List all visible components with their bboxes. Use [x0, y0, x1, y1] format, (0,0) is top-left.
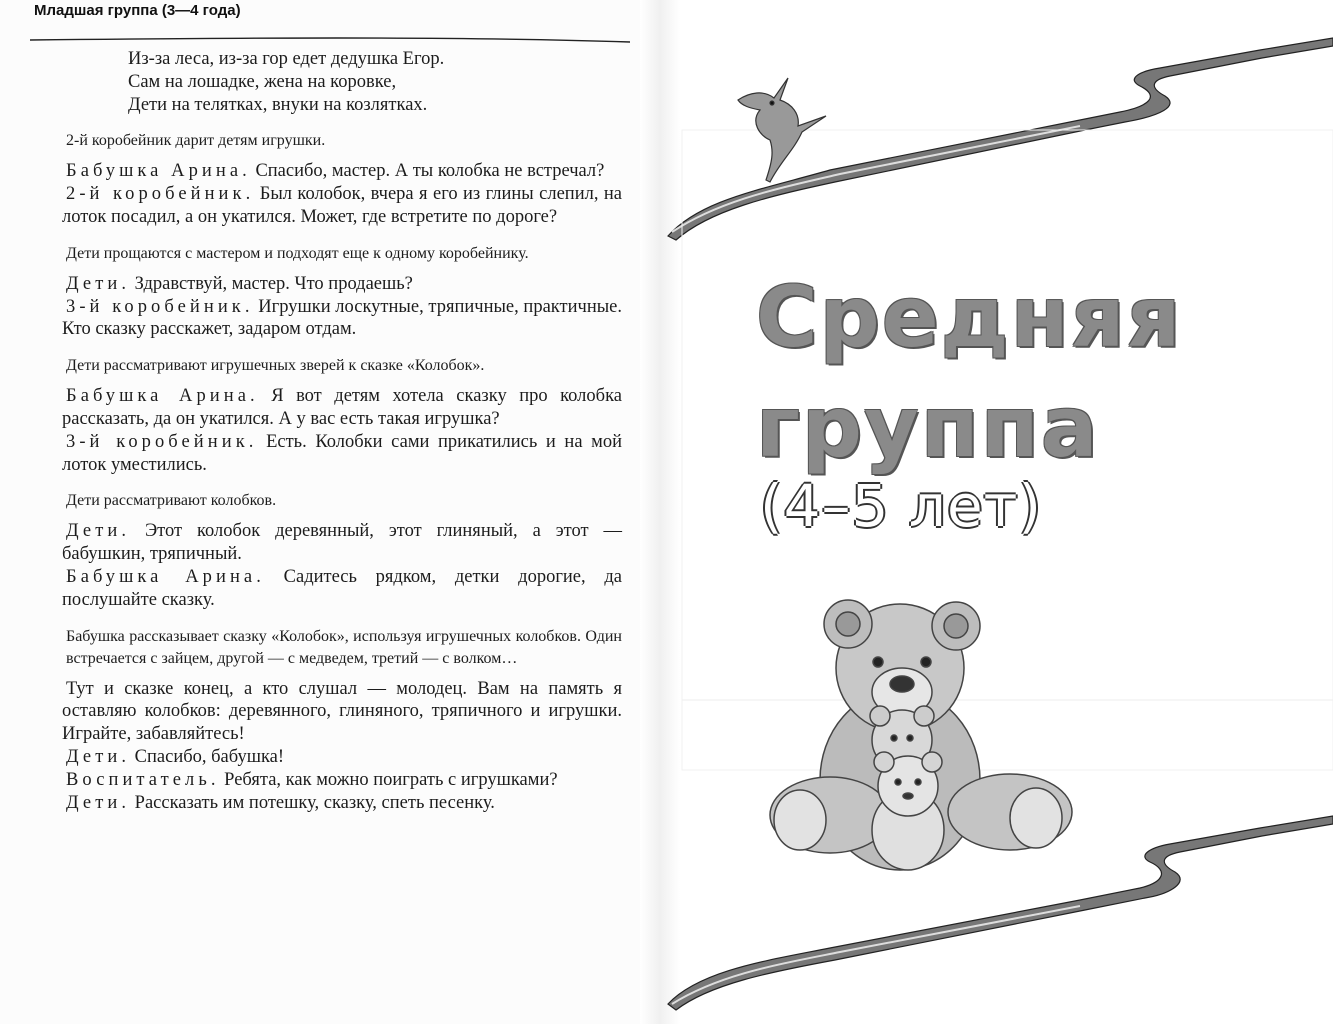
- verse-line: Из-за леса, из-за гор едет дедушка Егор.: [128, 49, 445, 69]
- speaker-name: Бабушка Арина.: [66, 566, 265, 587]
- dialogue-text: Был колобок, вчера я его из глины слепил, на лоток посадил, а он укатился. Может, где встретите по дороге?: [62, 184, 622, 227]
- stage-direction: Бабушка рассказывает сказку «Колобок», используя игрушечных колобков. Один встречается с зайцем, другой — с медведем, третий — с волком…: [66, 627, 622, 667]
- verse-line: Дети на телятках, внуки на козлятках.: [128, 94, 428, 115]
- speaker-name: Бабушка Арина.: [66, 161, 251, 182]
- dialogue-text: Спасибо, мастер. А ты колобка не встречал?: [250, 161, 605, 182]
- dialogue-text: Я вот детям хотела сказку про колобка рассказать, да он укатился. А у вас есть такая игрушка?: [62, 386, 622, 429]
- verse-line: Сам на лошадке, жена на коровке,: [128, 71, 397, 92]
- section-title: [756, 262, 1276, 482]
- dialogue-text: Спасибо, бабушка!: [130, 746, 285, 767]
- speaker-name: 3-й коробейник.: [66, 431, 258, 452]
- dialogue-text: Садитесь рядком, детки дорогие, да послушайте сказку.: [62, 566, 622, 610]
- stage-direction: 2-й коробейник дарит детям игрушки.: [66, 132, 326, 150]
- speaker-name: 2-й коробейник.: [66, 184, 255, 205]
- speaker-name: Дети.: [66, 521, 131, 542]
- speaker-name: Воспитатель.: [66, 769, 220, 790]
- dialogue-line: Тут и сказке конец, а кто слушал — молодец. Вам на память я оставляю колобков: деревянного, глиняного, тряпичного и игрушки. Играйте, забавляйтесь!: [62, 678, 622, 745]
- speaker-name: Дети.: [66, 273, 131, 294]
- dialogue-text: Игрушки лоскутные, тряпичные, практичные. Кто сказку расскажет, задаром отдам.: [62, 296, 622, 340]
- speaker-name: Дети.: [66, 746, 131, 767]
- stage-direction: Дети рассматривают игрушечных зверей к сказке «Колобок».: [66, 357, 485, 375]
- dialogue-text: Ребята, как можно поиграть с игрушками?: [219, 769, 558, 790]
- title-line: группа: [756, 378, 1100, 476]
- stage-direction: Дети рассматривают колобков.: [66, 492, 277, 510]
- stage-direction: Дети прощаются с мастером и подходят еще к одному коробейнику.: [66, 244, 529, 262]
- speaker-name: Дети.: [66, 792, 131, 813]
- dialogue-text: Здравствуй, мастер. Что продаешь?: [130, 273, 413, 294]
- speaker-name: Бабушка Арина.: [66, 386, 259, 407]
- speaker-name: 3-й коробейник.: [66, 296, 254, 317]
- dialogue-text: Этот колобок деревянный, этот глиняный, а этот — бабушкин, тряпичный.: [62, 521, 622, 565]
- teddy-bear-image: [760, 590, 1100, 880]
- running-head: Младшая группа (3—4 года): [34, 2, 241, 19]
- title-line: Средняя: [756, 268, 1183, 366]
- dialogue-text: Рассказать им потешку, сказку, спеть песенку.: [130, 792, 495, 813]
- dialogue-text: Есть. Колобки сами прикатились и на мой лоток уместились.: [62, 431, 622, 475]
- section-age-range: (4–5 лет): [760, 472, 1043, 540]
